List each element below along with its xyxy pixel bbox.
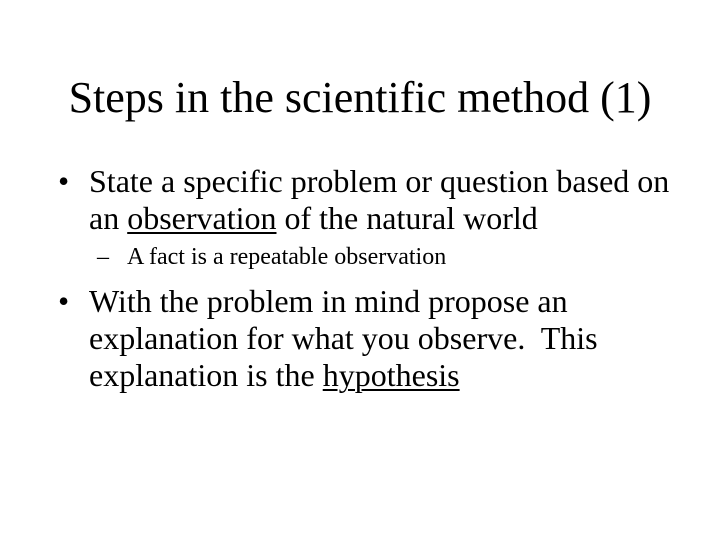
bullet-marker: • <box>58 163 70 199</box>
underlined-term: observation <box>127 200 277 236</box>
bullet-text: With the problem in mind propose an explanation for what you observe. This explanation is the <box>89 283 606 393</box>
bullet-list <box>58 163 698 394</box>
bullet-item <box>58 283 698 394</box>
bullet-text: State a specific problem or question based on an <box>89 163 670 236</box>
sub-bullet-marker: – <box>97 244 109 270</box>
underlined-term: hypothesis <box>322 357 460 393</box>
bullet-item <box>58 163 698 237</box>
bullet-text: of the natural world <box>276 200 538 236</box>
slide-title: Steps in the scientific method (1) <box>68 73 652 122</box>
bullet-marker: • <box>58 283 70 319</box>
sub-bullet-text: A fact is a repeatable observation <box>127 244 447 270</box>
sub-bullet-item <box>58 242 698 272</box>
